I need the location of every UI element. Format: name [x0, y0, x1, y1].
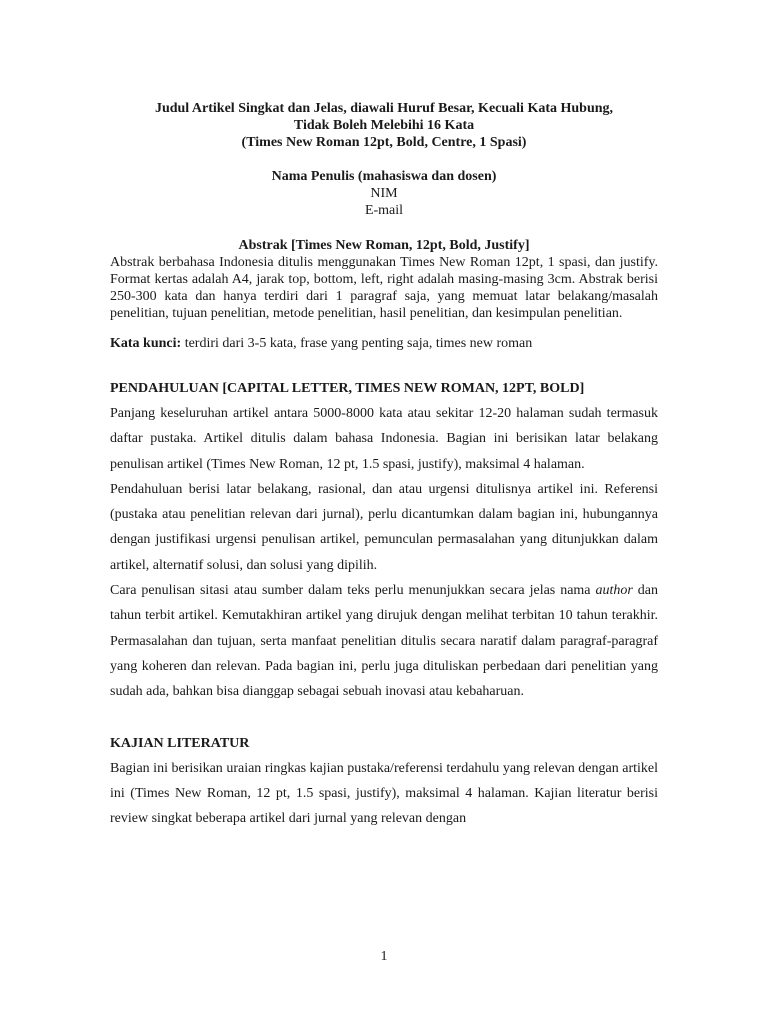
title-line-2: Tidak Boleh Melebihi 16 Kata [293, 118, 475, 133]
keywords-text: terdiri dari 3-5 kata, frase yang penting saja, times new roman [181, 336, 533, 351]
keywords [110, 335, 658, 352]
introduction-paragraph-1: Panjang keseluruhan artikel antara 5000-8000 kata atau sekitar 12-20 halaman sudah termasuk daftar pustaka. Artikel ditulis dalam bahasa Indonesia. Bagian ini berisikan latar belakang penulisan artikel (Times New Roman, 12 pt, 1.5 spasi, justify), maksimal 4 halaman. [110, 406, 658, 472]
author-nim: NIM [370, 186, 398, 201]
author-email: E-mail [364, 203, 404, 218]
title-line-3: (Times New Roman 12pt, Bold, Centre, 1 Spasi) [241, 135, 527, 150]
document-page [110, 100, 658, 831]
introduction-paragraph-3-end: dan tahun terbit artikel. Kemutakhiran artikel yang dirujuk dengan melihat terbitan 10 tahun terakhir. Permasalahan dan tujuan, serta manfaat penelitian ditulis secara naratif dalam paragraf-paragraf yang koheren dan relevan. Pada bagian ini, perlu juga dituliskan perbedaan dari penelitian yang sudah ada, bahkan bisa dianggap sebagai sebuah inovasi atau kebaharuan. [110, 583, 658, 700]
abstract-body: Abstrak berbahasa Indonesia ditulis menggunakan Times New Roman 12pt, 1 spasi, dan justify. Format kertas adalah A4, jarak top, bottom, left, right adalah masing-masing 3cm. Abstrak berisi 250-300 kata dan hanya terdiri dari 1 paragraf saja, yang memuat latar belakang/masalah penelitian, tujuan penelitian, metode penelitian, hasil penelitian, dan kesimpulan penelitian. [110, 255, 658, 321]
keywords-label: Kata kunci: [110, 336, 182, 351]
literature-paragraph-1: Bagian ini berisikan uraian ringkas kajian pustaka/referensi terdahulu yang relevan dengan artikel ini (Times New Roman, 12 pt, 1.5 spasi, justify), maksimal 4 halaman. Kajian literatur berisi review singkat beberapa artikel dari jurnal yang relevan dengan [110, 760, 658, 827]
introduction-paragraph-3-italic: author [595, 583, 633, 599]
page-number: 1 [380, 949, 388, 964]
introduction-heading: PENDAHULUAN [CAPITAL LETTER, TIMES NEW ROMAN, 12PT, BOLD] [110, 381, 585, 396]
introduction-paragraph-3 [110, 578, 658, 704]
literature-heading: KAJIAN LITERATUR [110, 735, 250, 751]
abstract-heading: Abstrak [Times New Roman, 12pt, Bold, Justify] [238, 238, 530, 253]
author-block [110, 168, 658, 219]
introduction-paragraph-3-start: Cara penulisan sitasi atau sumber dalam teks perlu menunjukkan secara jelas nama [110, 583, 596, 599]
author-name: Nama Penulis (mahasiswa dan dosen) [271, 169, 497, 184]
article-title [110, 100, 658, 151]
introduction-paragraph-2: Pendahuluan berisi latar belakang, rasional, dan atau urgensi ditulisnya artikel ini. Referensi (pustaka atau penelitian relevan dari jurnal), perlu dicantumkan dalam bagian ini, hubungannya dengan justifikasi urgensi penulisan artikel, pemunculan permasalahan yang ditunjukkan dalam artikel, alternatif solusi, dan solusi yang dipilih. [110, 481, 658, 573]
title-line-1: Judul Artikel Singkat dan Jelas, diawali Huruf Besar, Kecuali Kata Hubung, [154, 101, 614, 116]
